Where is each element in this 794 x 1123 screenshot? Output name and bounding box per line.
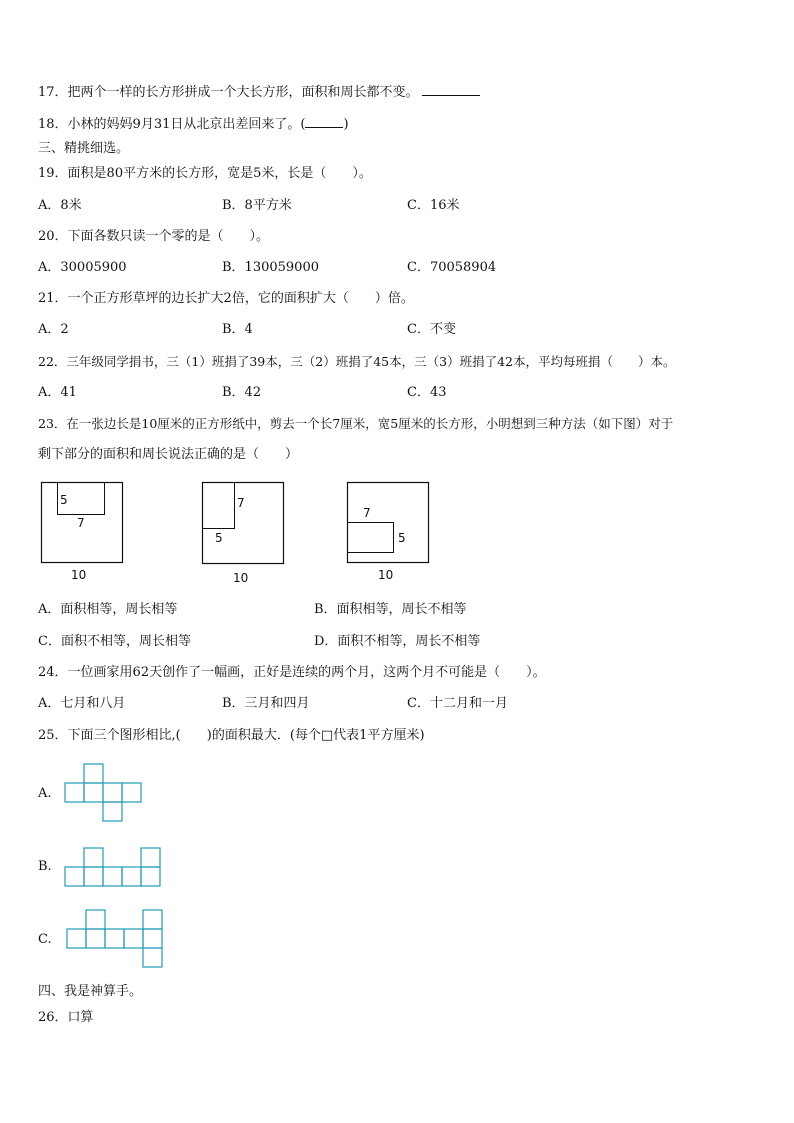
q23-figure-3 <box>346 481 436 585</box>
label-width: 5 <box>60 493 68 507</box>
question-17 <box>38 83 480 102</box>
question-23-text-2: 剩下部分的面积和周长说法正确的是（ ） <box>38 447 299 462</box>
q22-option-c[interactable]: C．43 <box>407 385 447 400</box>
label-length: 7 <box>77 516 85 530</box>
q25-label-b[interactable]: B. <box>38 859 52 874</box>
q19-option-a[interactable]: A．8米 <box>38 198 82 213</box>
label-side: 10 <box>71 568 87 582</box>
q25-shape-b <box>64 847 164 889</box>
q19-option-c[interactable]: C．16米 <box>407 198 460 213</box>
label-side: 10 <box>378 568 394 582</box>
question-18 <box>38 115 349 134</box>
label-width: 5 <box>215 531 223 545</box>
label-width: 5 <box>398 531 406 545</box>
question-24-text: 24．一位画家用62天创作了一幅画，正好是连续的两个月，这两个月不可能是（ ）。 <box>38 665 546 680</box>
cut-rectangle <box>348 523 394 553</box>
q22-option-b[interactable]: B．42 <box>222 385 262 400</box>
question-21-text: 21．一个正方形草坪的边长扩大2倍，它的面积扩大（ ）倍。 <box>38 291 414 306</box>
q23-option-d[interactable]: D．面积不相等，周长不相等 <box>314 634 481 649</box>
q21-option-a[interactable]: A．2 <box>38 322 69 337</box>
answer-blank-18[interactable] <box>305 115 343 128</box>
cut-rectangle <box>203 483 235 529</box>
q24-option-a[interactable]: A．七月和八月 <box>38 696 126 711</box>
section-4-heading: 四、我是神算手。 <box>38 984 143 999</box>
answer-blank-17[interactable] <box>422 83 480 96</box>
q22-option-a[interactable]: A．41 <box>38 385 77 400</box>
q20-option-a[interactable]: A．30005900 <box>38 260 127 275</box>
question-18-text: 18．小林的妈妈9月31日从北京出差回来了。( <box>38 117 306 132</box>
q23-option-b[interactable]: B．面积相等，周长不相等 <box>314 602 467 617</box>
q25-shape-a <box>64 763 144 823</box>
q20-option-b[interactable]: B．130059000 <box>222 260 319 275</box>
section-3-heading: 三、精挑细选。 <box>38 141 130 156</box>
q25-label-a[interactable]: A. <box>38 786 52 801</box>
q23-option-a[interactable]: A．面积相等，周长相等 <box>38 602 178 617</box>
q19-option-b[interactable]: B．8平方米 <box>222 198 292 213</box>
q25-label-c[interactable]: C. <box>38 932 52 947</box>
question-18-close: ) <box>343 117 349 132</box>
q24-option-b[interactable]: B．三月和四月 <box>222 696 310 711</box>
q21-option-b[interactable]: B．4 <box>222 322 253 337</box>
q23-option-c[interactable]: C．面积不相等，周长相等 <box>38 634 191 649</box>
question-22-text: 22．三年级同学捐书，三（1）班捐了39本，三（2）班捐了45本，三（3）班捐了42本，平均每班捐（ ）本。 <box>38 354 676 369</box>
q24-option-c[interactable]: C．十二月和一月 <box>407 696 508 711</box>
question-17-text: 17．把两个一样的长方形拼成一个大长方形，面积和周长都不变。 <box>38 85 419 100</box>
label-side: 10 <box>233 571 249 585</box>
question-23-text-1: 23．在一张边长是10厘米的正方形纸中，剪去一个长7厘米，宽5厘米的长方形，小明想到三种方法（如下图）对于 <box>38 416 674 431</box>
question-19-text: 19．面积是80平方米的长方形，宽是5米，长是（ ）。 <box>38 166 372 181</box>
question-20-text: 20．下面各数只读一个零的是（ ）。 <box>38 229 270 244</box>
label-length: 7 <box>237 496 245 510</box>
square-outline <box>203 483 284 564</box>
q25-shape-c <box>66 909 166 969</box>
q20-option-c[interactable]: C．70058904 <box>407 260 497 275</box>
q23-figure-1 <box>40 481 130 585</box>
q21-option-c[interactable]: C．不变 <box>407 322 456 337</box>
question-25-text: 25．下面三个图形相比,( )的面积最大．(每个□代表1平方厘米) <box>38 728 425 743</box>
question-26-text: 26．口算 <box>38 1010 94 1025</box>
label-length: 7 <box>363 506 371 520</box>
q23-figure-2 <box>201 481 291 587</box>
